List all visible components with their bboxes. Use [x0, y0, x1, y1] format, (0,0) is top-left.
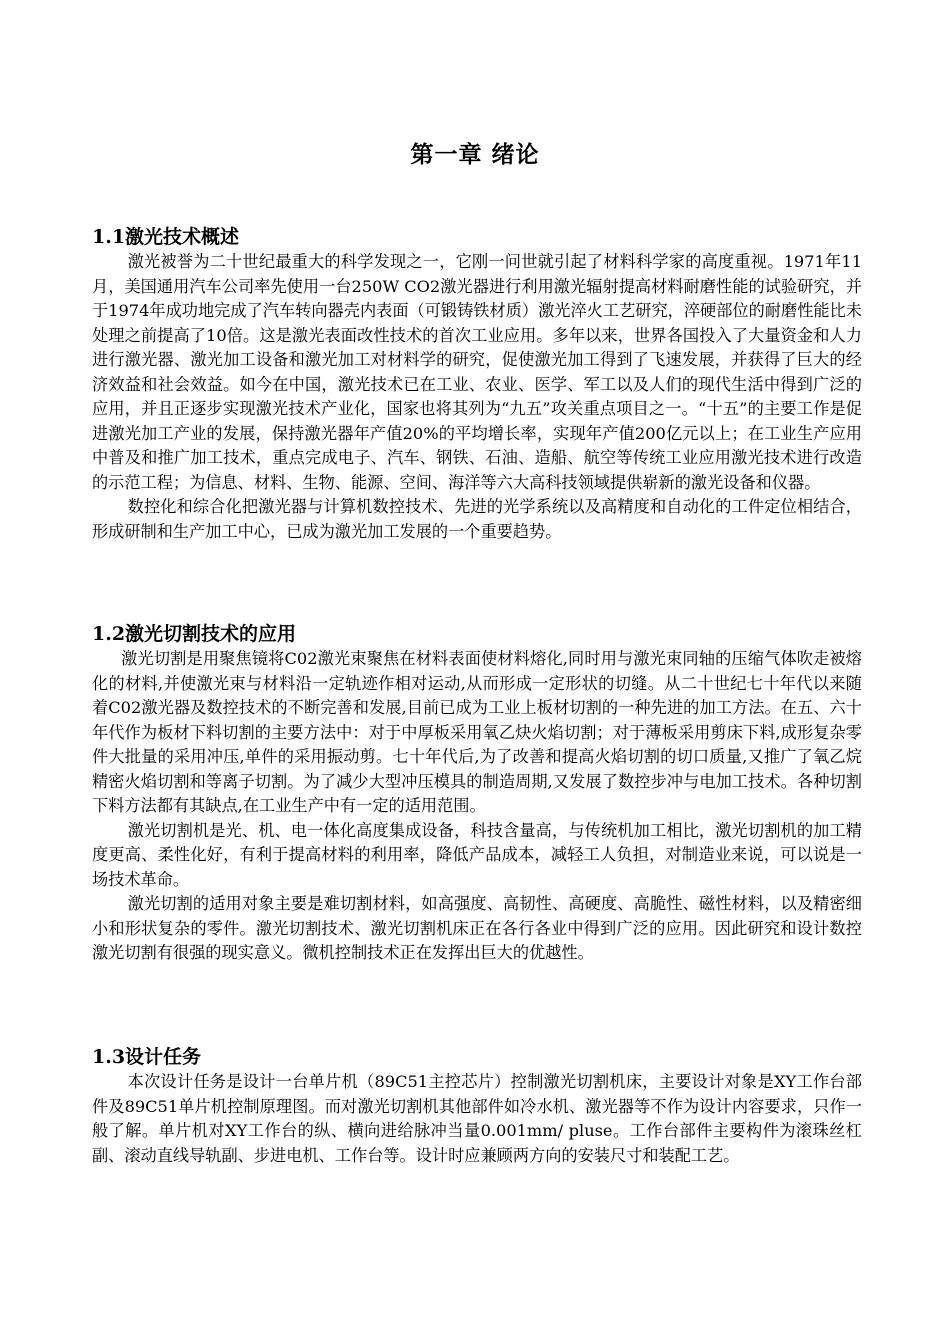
paragraph: 激光切割是用聚焦镜将C02激光束聚焦在材料表面使材料熔化,同时用与激光束同轴的压缩气体吹走被熔化的材料,并使激光束与材料沿一定轨迹作相对运动,从而形成一定形状的切缝。从二十世纪七十年代以来随着C02激光器及数控技术的不断完善和发展,目前已成为工业上板材切割的一种先进的加工方法。在五、六十年代作为板材下料切割的主要方法中：对于中厚板采用氧乙炔火焰切割；对于薄板采用剪床下料,成形复杂零件大批量的采用冲压,单件的采用振动剪。七十年代后,为了改善和提高火焰切割的切口质量,又推广了氧乙烷精密火焰切割和等离子切割。为了减少大型冲压模具的制造周期,又发展了数控步冲与电加工技术。各种切割下料方法都有其缺点,在工业生产中有一定的适用范围。 — [92, 649, 862, 815]
paragraph: 激光被誉为二十世纪最重大的科学发现之一，它刚一问世就引起了材料科学家的高度重视。1971年11月，美国通用汽车公司率先使用一台250W CO2激光器进行利用激光辐射提高材料耐磨性能的试验研究，并于1974年成功地完成了汽车转向器壳内表面（可锻铸铁材质）激光淬火工艺研究，淬硬部位的耐磨性能比未处理之前提高了10倍。这是激光表面改性技术的首次工业应用。多年以来，世界各国投入了大量资金和人力进行激光器、激光加工设备和激光加工对材料学的研究，促使激光加工得到了飞速发展，并获得了巨大的经济效益和社会效益。如今在中国，激光技术已在工业、农业、医学、军工以及人们的现代生活中得到广泛的应用，并且正逐步实现激光技术产业化，国家也将其列为“九五”攻关重点项目之一。“十五”的主要工作是促进激光加工产业的发展，保持激光器年产值20%的平均增长率，实现年产值200亿元以上；在工业生产应用中普及和推广加工技术，重点完成电子、汽车、钢铁、石油、造船、航空等传统工业应用激光技术进行改造的示范工程；为信息、材料、生物、能源、空间、海洋等六大高科技领域提供崭新的激光设备和仪器。 — [92, 252, 862, 492]
paragraph: 激光切割的适用对象主要是难切割材料，如高强度、高韧性、高硬度、高脆性、磁性材料，以及精密细小和形状复杂的零件。激光切割技术、激光切割机床正在各行各业中得到广泛的应用。因此研究和设计数控激光切割有很强的现实意义。微机控制技术正在发挥出巨大的优越性。 — [92, 894, 862, 962]
paragraph: 数控化和综合化把激光器与计算机数控技术、先进的光学系统以及高精度和自动化的工件定位相结合，形成研制和生产加工中心，已成为激光加工发展的一个重要趋势。 — [92, 497, 862, 541]
section-1-1 — [92, 224, 862, 544]
section-heading: 1.3设计任务 — [92, 1046, 202, 1068]
paragraph: 激光切割机是光、机、电一体化高度集成设备，科技含量高，与传统机加工相比，激光切割机的加工精度更高、柔性化好，有利于提高材料的利用率，降低产品成本，减轻工人负担，对制造业来说，可以说是一场技术革命。 — [92, 820, 862, 889]
paragraph: 本次设计任务是设计一台单片机（89C51主控芯片）控制激光切割机床，主要设计对象是XY工作台部件及89C51单片机控制原理图。而对激光切割机其他部件如冷水机、激光器等不作为设计内容要求，只作一般了解。单片机对XY工作台的纵、横向进给脉冲当量0.001mm/ pluse。工作台部件主要构件为滚珠丝杠副、滚动直线导轨副、步进电机、工作台等。设计时应兼顾两方向的安装尺寸和装配工艺。 — [92, 1072, 862, 1165]
section-heading: 1.2激光切割技术的应用 — [92, 623, 297, 645]
chapter-title: 第一章 绪论 — [410, 142, 540, 168]
section-1-3 — [92, 1044, 862, 1168]
section-heading: 1.1激光技术概述 — [92, 226, 240, 248]
section-1-2 — [92, 621, 862, 966]
